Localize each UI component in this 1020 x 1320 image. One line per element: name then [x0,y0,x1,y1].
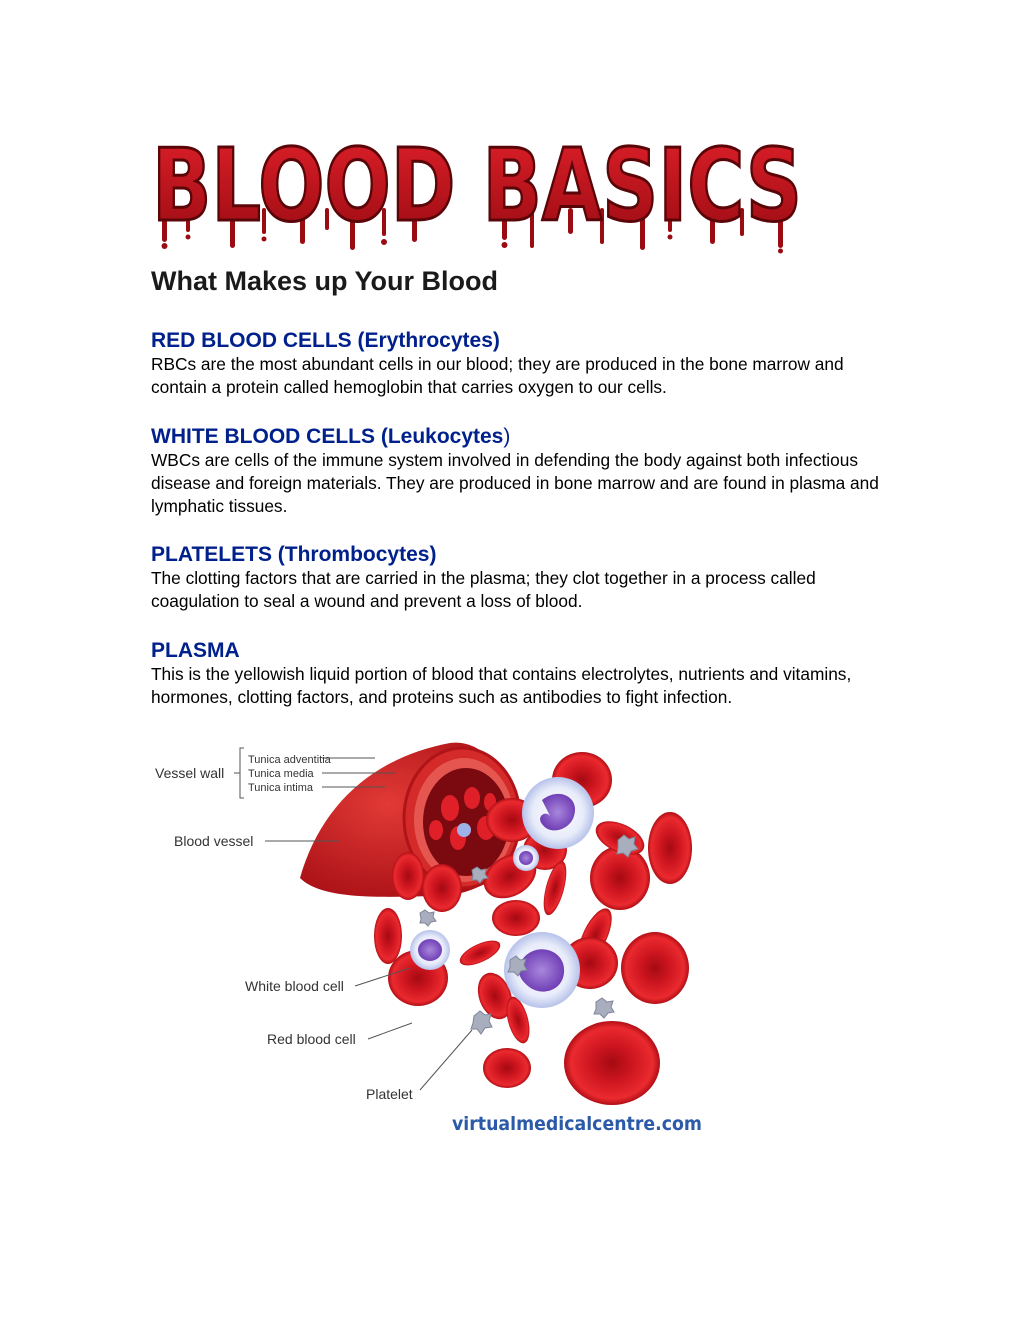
section-title [151,639,881,663]
blood-vessel-label: Blood vessel [174,833,254,849]
platelet-label: Platelet [366,1086,413,1102]
section-title-text: WHITE BLOOD CELLS (Leukocytes [151,425,504,448]
section-body: WBCs are cells of the immune system involved in defending the body against both infectious disease and foreign materials. They are produced in bone marrow and are found in plasma and lymphatic tissues. [151,450,879,516]
blood-basics-logo [150,128,810,256]
section-body: The clotting factors that are carried in the plasma; they clot together in a process called coagulation to seal a wound and prevent a loss of blood. [151,568,816,611]
section-white-blood-cells [151,425,881,518]
section-title [151,543,881,567]
credit-watermark: virtualmedicalcentre.com [452,1113,702,1135]
section-red-blood-cells [151,329,881,399]
tunica-adventitia-label: Tunica adventitia [248,754,331,766]
section-title-text: PLASMA [151,639,240,662]
section-title-suffix: ) [503,425,511,448]
section-title-text: PLATELETS (Thrombocytes) [151,543,437,566]
white-blood-cell-label: White blood cell [245,978,344,994]
tunica-media-label: Tunica media [248,768,314,780]
vessel-wall-label: Vessel wall [155,765,225,781]
section-body: RBCs are the most abundant cells in our blood; they are produced in the bone marrow and contain a protein called hemoglobin that carries oxygen to our cells. [151,354,844,397]
section-plasma [151,639,881,709]
page-subtitle: What Makes up Your Blood [151,266,499,296]
section-body: This is the yellowish liquid portion of blood that contains electrolytes, nutrients and vitamins, hormones, clotting factors, and proteins such as antibodies to fight infection. [151,664,852,707]
blood-cells-illustration [150,738,720,1138]
section-title [151,425,881,449]
tunica-intima-label: Tunica intima [248,782,314,794]
section-platelets [151,543,881,613]
logo-text: BLOOD BASICS [152,127,802,244]
section-title [151,329,881,353]
red-blood-cell-label: Red blood cell [267,1031,356,1047]
section-title-text: RED BLOOD CELLS (Erythrocytes) [151,329,500,352]
